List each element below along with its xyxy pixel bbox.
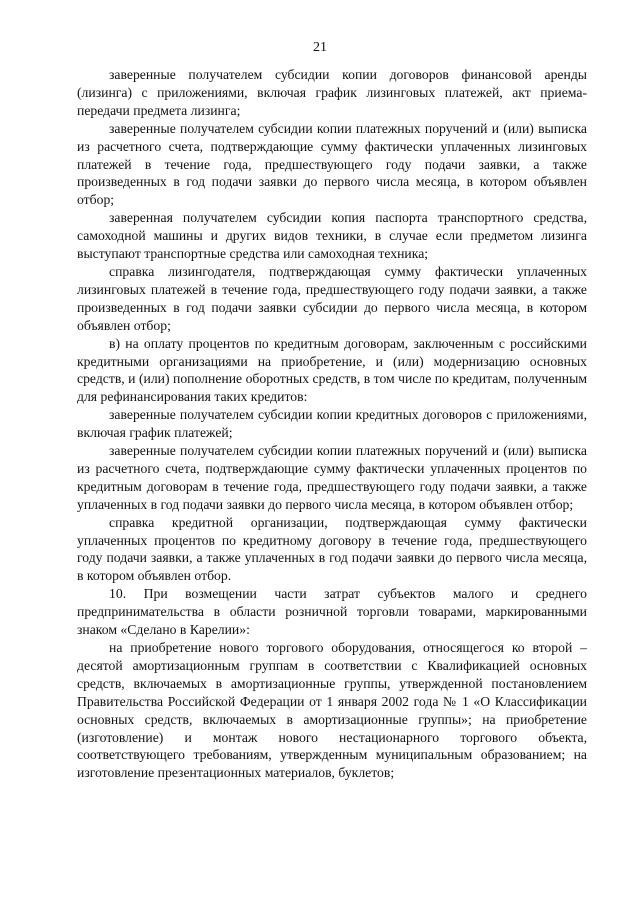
paragraph-vehicle-passport: заверенная получателем субсидии копия паспорта транспортного средства, самоходной машины и других видов техники, в случае если предметом лизинга выступают транспортные средства или самоходная техника; [77, 210, 587, 262]
paragraph-leasing-contracts: заверенные получателем субсидии копии договоров финансовой аренды (лизинга) с приложениями, включая график лизинговых платежей, акт приема-передачи предмета лизинга; [77, 67, 587, 118]
paragraph-credit-contracts: заверенные получателем субсидии копии кредитных договоров с приложениями, включая график платежей; [77, 407, 587, 441]
paragraph-leasing-payment-orders: заверенные получателем субсидии копии платежных поручений и (или) выписка из расчетного счета, подтверждающие сумму фактически уплаченных лизинговых платежей в течение года, предшествующего году подачи заявки, а также произведенных в год подачи заявки до первого числа месяца, в котором объявлен отбор; [77, 120, 587, 208]
paragraph-trade-equipment: на приобретение нового торгового оборудования, относящегося ко второй – десятой амортизационным группам в соответствии с Квалификацией основных средств, включаемых в амортизационные группы, утвержденной постановлением Правительства Российской Федерации от 1 января 2002 года № 1 «О Классификации основных средств, включаемых в амортизационные группы»; на приобретение (изготовление) и монтаж нового нестационарного торгового объекта, соответствующего требованиям, утвержденным муниципальным образованием; на изготовление презентационных материалов, буклетов; [77, 640, 587, 781]
paragraph-item-10: 10. При возмещении части затрат субъектов малого и среднего предпринимательства в области розничной торговли товарами, маркированными знаком «Сделано в Карелии»: [77, 586, 587, 638]
paragraph-credit-interest: в) на оплату процентов по кредитным договорам, заключенным с российскими кредитными организациями на приобретение, и (или) модернизацию основных средств, и (или) пополнение оборотных средств, в том числе по кредитам, полученным для рефинансирования таких кредитов: [77, 335, 587, 405]
paragraph-bank-certificate: справка кредитной организации, подтверждающая сумму фактически уплаченных процентов по кредитному договору в течение года, предшествующего году подачи заявки, а также уплаченных в год подачи заявки до первого числа месяца, в котором объявлен отбор. [77, 514, 587, 584]
page-number: 21 [313, 40, 327, 55]
document-body [77, 66, 587, 782]
paragraph-lessor-certificate: справка лизингодателя, подтверждающая сумму фактически уплаченных лизинговых платежей в течение года, предшествующего году подачи заявки, а также произведенных в год подачи заявки субсидии до первого числа месяца, в котором объявлен отбор; [77, 263, 587, 333]
paragraph-credit-payment-orders: заверенные получателем субсидии копии платежных поручений и (или) выписка из расчетного счета, подтверждающие сумму фактически уплаченных процентов по кредитным договорам в течение года, предшествующего году подачи заявки, а также уплаченных в год подачи заявки до первого числа месяца, в котором объявлен отбор; [77, 443, 587, 512]
